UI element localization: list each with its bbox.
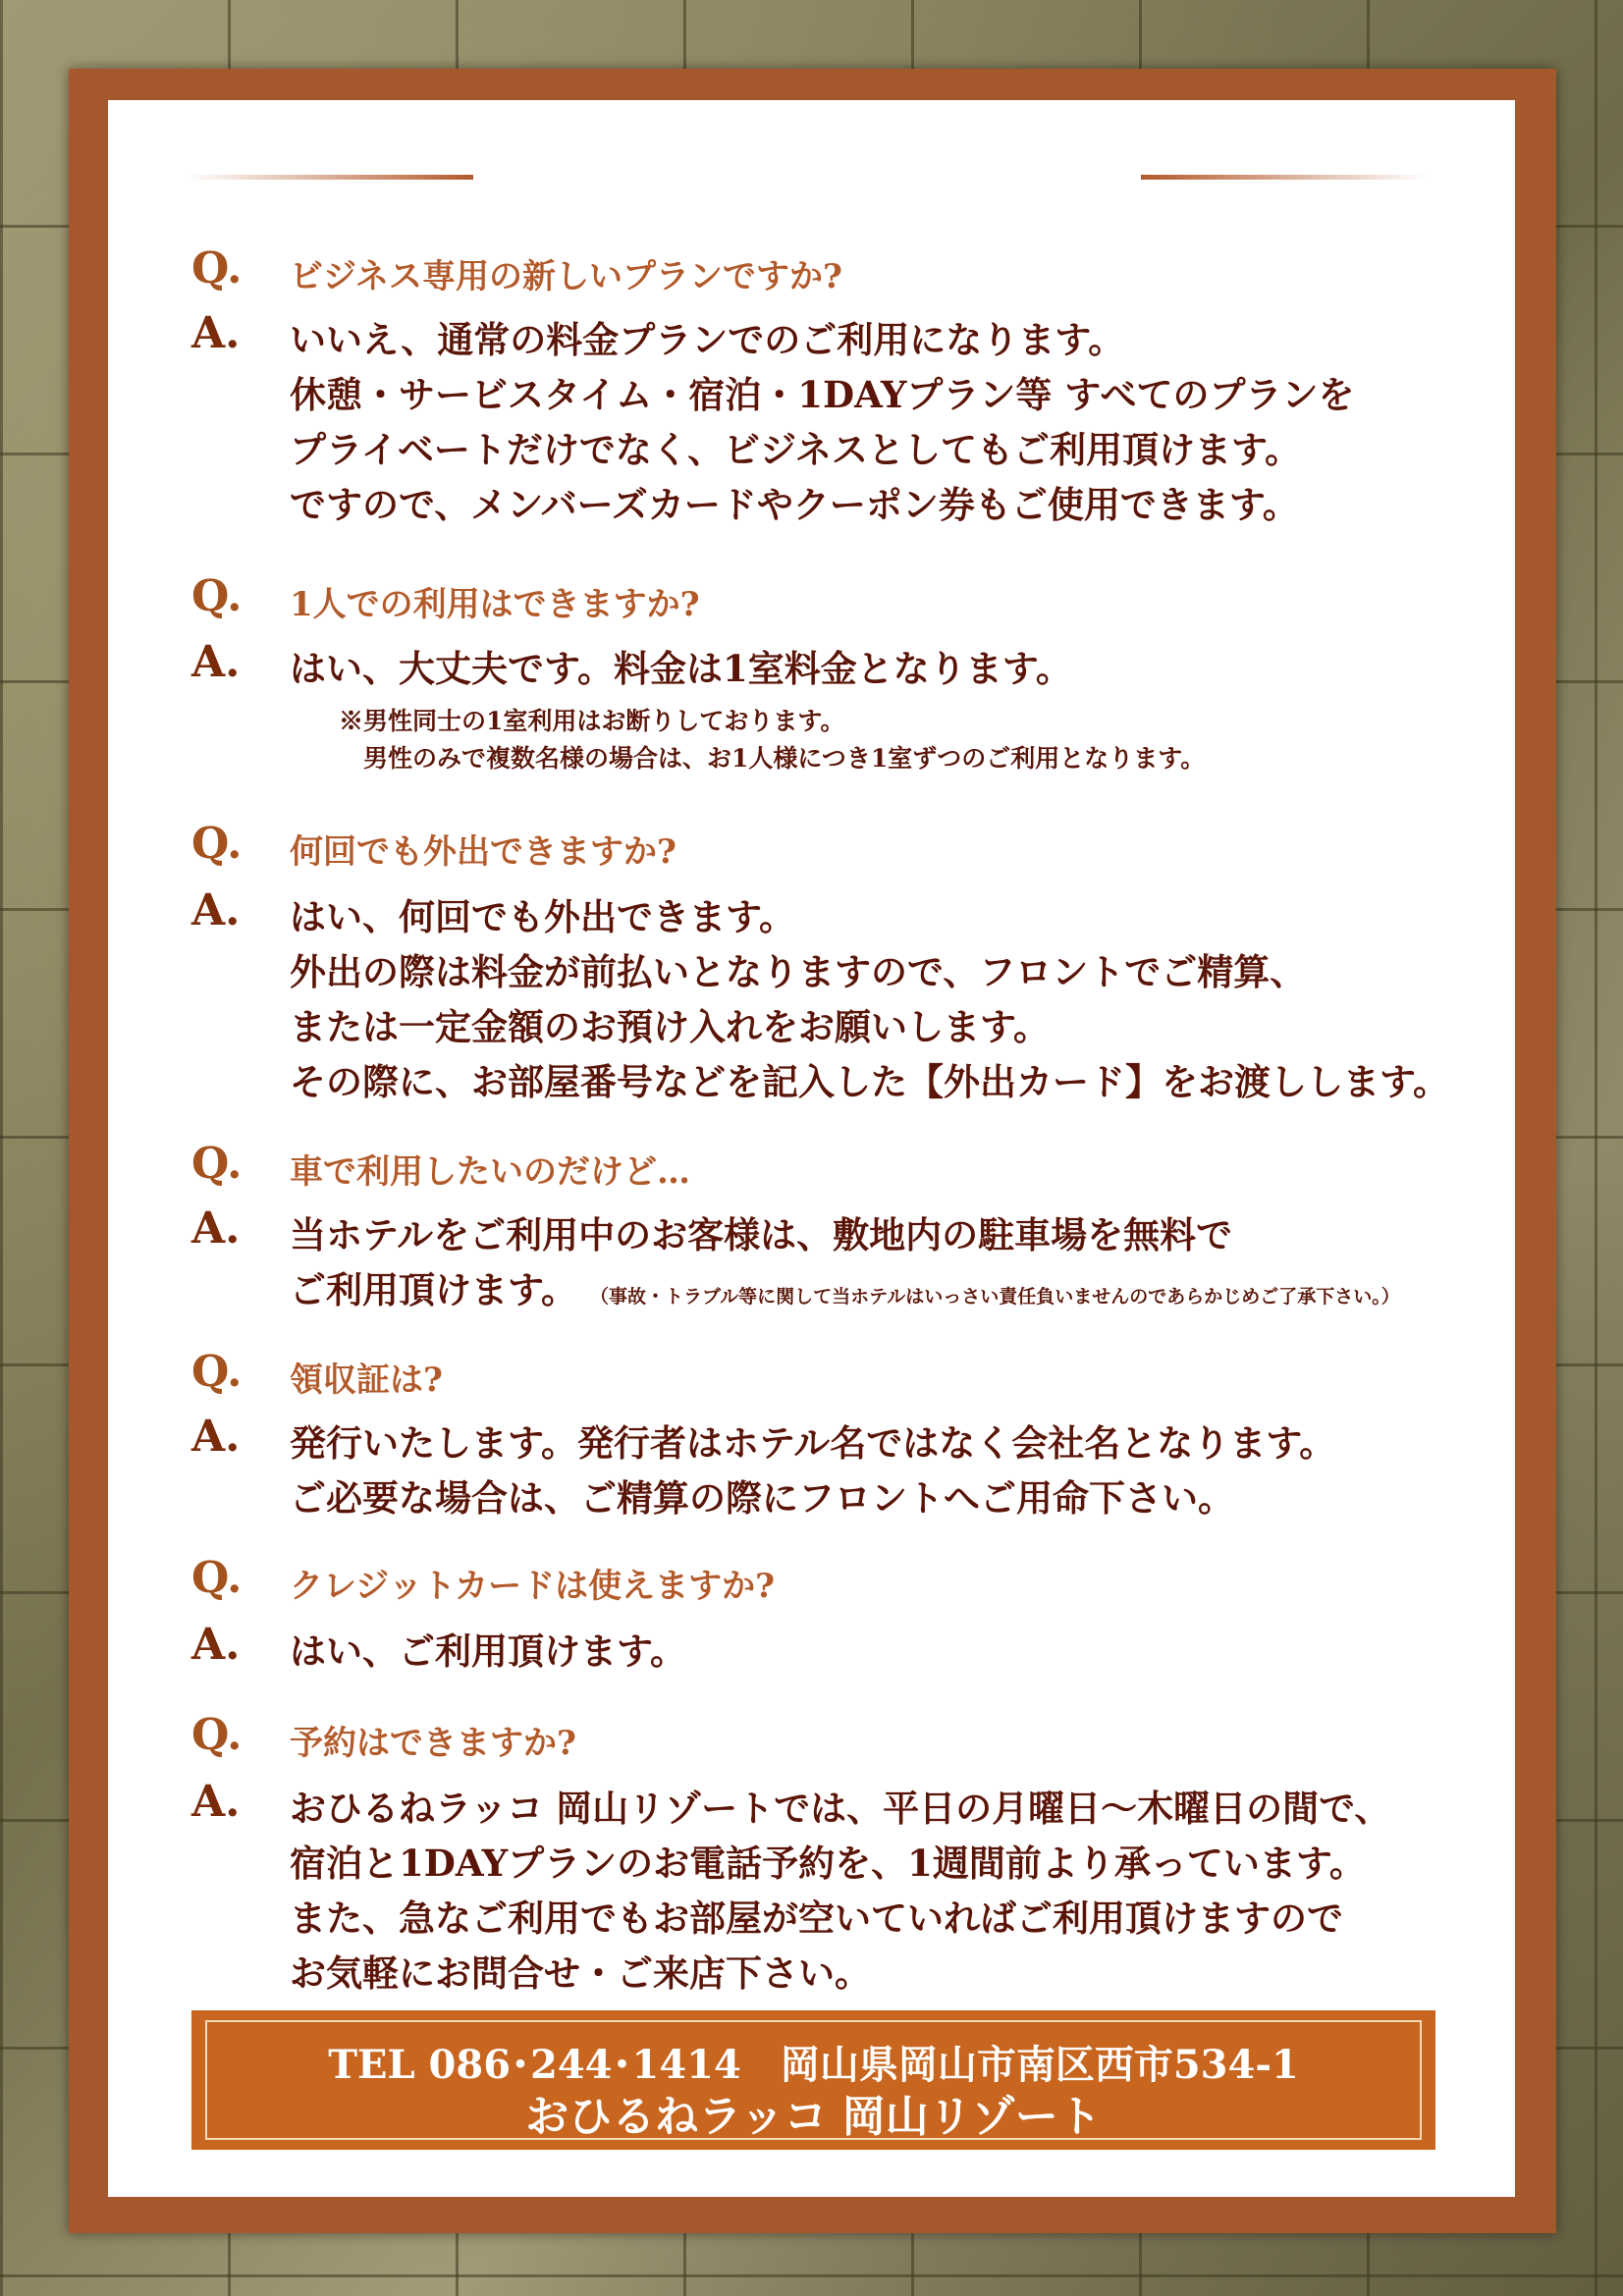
answer-text — [290, 641, 1072, 696]
disclaimer-text: （事故・トラブル等に関して当ホテルはいっさい責任負いませんのであらかじめご了承下さい。） — [589, 1286, 1400, 1308]
answer-text — [290, 1207, 1400, 1324]
a-mark: A. — [191, 1412, 241, 1462]
decorative-rule-right — [1141, 175, 1428, 180]
a-mark: A. — [191, 1777, 241, 1827]
question-text: 領収証は? — [290, 1361, 443, 1400]
q-mark: Q. — [191, 571, 243, 621]
answer-line-text: ご利用頂けます。 — [290, 1268, 578, 1311]
answer-text — [290, 889, 1449, 1109]
answer-line: プライベートだけでなく、ビジネスとしてもご利用頂けます。 — [290, 428, 1302, 471]
question-text: 1人での利用はできますか? — [290, 585, 700, 624]
answer-text — [290, 1624, 686, 1679]
question-text: 何回でも外出できますか? — [290, 832, 676, 872]
a-mark: A. — [191, 308, 241, 358]
answer-line: いいえ、通常の料金プランでのご利用になります。 — [290, 318, 1125, 361]
a-mark: A. — [191, 885, 241, 935]
answer-line: はい、大丈夫です。料金は1室料金となります。 — [290, 647, 1072, 690]
contact-info: TEL 086･244･1414 岡山県岡山市南区西市534-1 — [328, 2042, 1299, 2088]
answer-line: お気軽にお問合せ・ご来店下さい。 — [290, 1951, 871, 1995]
question-text: ビジネス専用の新しいプランですか? — [290, 257, 842, 296]
answer-line: おひるねラッコ 岡山リゾートでは、平日の月曜日～木曜日の間で、 — [290, 1787, 1391, 1830]
answer-line: その際に、お部屋番号などを記入した【外出カード】をお渡しします。 — [290, 1060, 1450, 1103]
hotel-name: おひるねラッコ 岡山リゾート — [525, 2092, 1102, 2142]
faq-note-2 — [339, 703, 1205, 777]
content-panel — [108, 100, 1515, 2197]
answer-text — [290, 1781, 1390, 2001]
q-mark: Q. — [191, 243, 243, 294]
a-mark: A. — [191, 1620, 241, 1670]
answer-line: ご必要な場合は、ご精算の際にフロントへご用命下さい。 — [290, 1476, 1234, 1520]
question-text: 車で利用したいのだけど… — [290, 1152, 690, 1192]
answer-line: または一定金額のお預け入れをお願いします。 — [290, 1005, 1051, 1048]
answer-line: 外出の際は料金が前払いとなりますので、フロントでご精算、 — [290, 950, 1307, 993]
decorative-rule-left — [187, 175, 473, 180]
question-text: クレジットカードは使えますか? — [290, 1567, 776, 1606]
answer-line: はい、何回でも外出できます。 — [290, 895, 796, 938]
answer-line — [290, 1262, 1400, 1324]
q-mark: Q. — [191, 819, 243, 869]
answer-line: 休憩・サービスタイム・宿泊・1DAYプラン等 すべてのプランを — [290, 373, 1355, 416]
answer-line: 発行いたします。発行者はホテル名ではなく会社名となります。 — [290, 1421, 1336, 1465]
answer-line: 宿泊と1DAYプランのお電話予約を、1週間前より承っています。 — [290, 1842, 1366, 1885]
answer-text — [290, 1415, 1335, 1525]
q-mark: Q. — [191, 1553, 243, 1603]
answer-line: また、急なご利用でもお部屋が空いていればご利用頂けますので — [290, 1896, 1343, 1940]
footer-border — [205, 2020, 1422, 2140]
answer-line: 当ホテルをご利用中のお客様は、敷地内の駐車場を無料で — [290, 1213, 1233, 1256]
q-mark: Q. — [191, 1710, 243, 1760]
a-mark: A. — [191, 637, 241, 687]
answer-line: はい、ご利用頂けます。 — [290, 1629, 687, 1673]
answer-text — [290, 312, 1355, 532]
note-line: ※男性同士の1室利用はお断りしております。 — [339, 707, 845, 735]
q-mark: Q. — [191, 1347, 243, 1397]
note-line: 男性のみで複数名様の場合は、お1人様につき1室ずつのご利用となります。 — [339, 744, 1206, 773]
a-mark: A. — [191, 1203, 241, 1254]
question-text: 予約はできますか? — [290, 1724, 576, 1763]
answer-line: ですので、メンバーズカードやクーポン券もご使用できます。 — [290, 483, 1299, 526]
q-mark: Q. — [191, 1139, 243, 1189]
contact-footer — [191, 2010, 1435, 2150]
